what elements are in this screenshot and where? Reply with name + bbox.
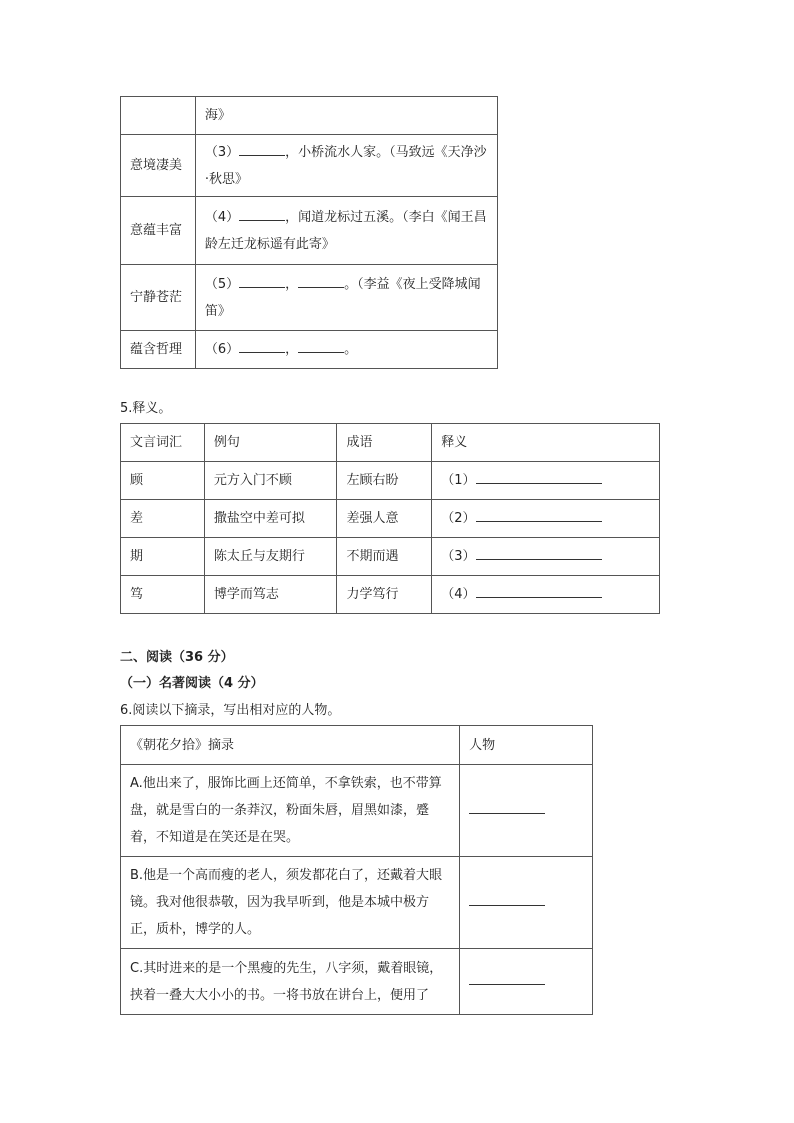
q5-table [120, 423, 660, 614]
answer-blank[interactable] [469, 970, 545, 985]
section-title: 二、阅读（36 分） [120, 650, 234, 665]
question-6-title: 6.阅读以下摘录，写出相对应的人物。 [120, 703, 341, 718]
example-cell: 陈太丘与友期行 [204, 538, 337, 576]
table-row [121, 265, 498, 331]
example-cell: 撒盐空中差可拟 [204, 500, 337, 538]
meaning-cell: （2） [432, 500, 660, 538]
row-label: 宁静苍茫 [121, 265, 196, 331]
table-row [121, 576, 660, 614]
answer-blank[interactable] [476, 583, 602, 598]
answer-blank[interactable] [476, 545, 602, 560]
row-label: 意境凄美 [121, 135, 196, 197]
answer-blank[interactable] [469, 799, 545, 814]
idiom-cell: 左顾右盼 [337, 462, 432, 500]
table-row [121, 462, 660, 500]
word-cell: 期 [121, 538, 205, 576]
table-row [121, 857, 593, 949]
excerpt-cell: A.他出来了，服饰比画上还简单，不拿铁索，也不带算盘，就是雪白的一条莽汉，粉面朱唇，眉黑如漆，蹙着，不知道是在笑还是在哭。 [121, 765, 460, 857]
table-row [121, 765, 593, 857]
word-cell: 笃 [121, 576, 205, 614]
column-header: 人物 [460, 726, 593, 765]
row-content: （6） ， 。 [195, 331, 497, 369]
table-header-row [121, 424, 660, 462]
row-label: 蕴含哲理 [121, 331, 196, 369]
example-cell: 博学而笃志 [204, 576, 337, 614]
answer-blank[interactable] [239, 206, 285, 221]
column-header: 文言词汇 [121, 424, 205, 462]
word-cell: 差 [121, 500, 205, 538]
table-row [121, 97, 498, 135]
table-header-row [121, 726, 593, 765]
subsection-title: （一）名著阅读（4 分） [120, 676, 264, 691]
idiom-cell: 差强人意 [337, 500, 432, 538]
meaning-cell: （1） [432, 462, 660, 500]
table-row [121, 538, 660, 576]
idiom-cell: 力学笃行 [337, 576, 432, 614]
answer-blank[interactable] [239, 273, 285, 288]
table-row [121, 331, 498, 369]
answer-blank[interactable] [469, 891, 545, 906]
excerpt-cell: B.他是一个高而瘦的老人，须发都花白了，还戴着大眼镜。我对他很恭敬，因为我早听到，他是本城中极方正，质朴，博学的人。 [121, 857, 460, 949]
excerpt-cell: C.其时进来的是一个黑瘦的先生，八字须，戴着眼镜，挟着一叠大大小小的书。一将书放在讲台上，便用了 [121, 949, 460, 1015]
table-row [121, 135, 498, 197]
answer-blank[interactable] [298, 338, 344, 353]
column-header: 例句 [204, 424, 337, 462]
answer-blank[interactable] [476, 469, 602, 484]
row-label [121, 97, 196, 135]
question-5-title: 5.释义。 [120, 401, 172, 416]
meaning-cell: （4） [432, 576, 660, 614]
answer-blank[interactable] [298, 273, 344, 288]
q6-table [120, 725, 593, 1015]
word-cell: 顾 [121, 462, 205, 500]
column-header: 释义 [432, 424, 660, 462]
poem-table [120, 96, 498, 369]
row-content: （5） ， 。（李益《夜上受降城闻笛》 [195, 265, 497, 331]
table-row [121, 500, 660, 538]
row-content: 海》 [195, 97, 497, 135]
meaning-cell: （3） [432, 538, 660, 576]
table-row [121, 949, 593, 1015]
column-header: 《朝花夕拾》摘录 [121, 726, 460, 765]
character-cell [460, 765, 593, 857]
example-cell: 元方入门不顾 [204, 462, 337, 500]
column-header: 成语 [337, 424, 432, 462]
answer-blank[interactable] [476, 507, 602, 522]
row-label: 意蕴丰富 [121, 197, 196, 265]
answer-blank[interactable] [239, 338, 285, 353]
character-cell [460, 949, 593, 1015]
row-content: （4） ，闻道龙标过五溪。（李白《闻王昌龄左迁龙标遥有此寄》 [195, 197, 497, 265]
idiom-cell: 不期而遇 [337, 538, 432, 576]
answer-blank[interactable] [239, 141, 285, 156]
character-cell [460, 857, 593, 949]
table-row [121, 197, 498, 265]
row-content: （3） ，小桥流水人家。（马致远《天净沙·秋思》 [195, 135, 497, 197]
